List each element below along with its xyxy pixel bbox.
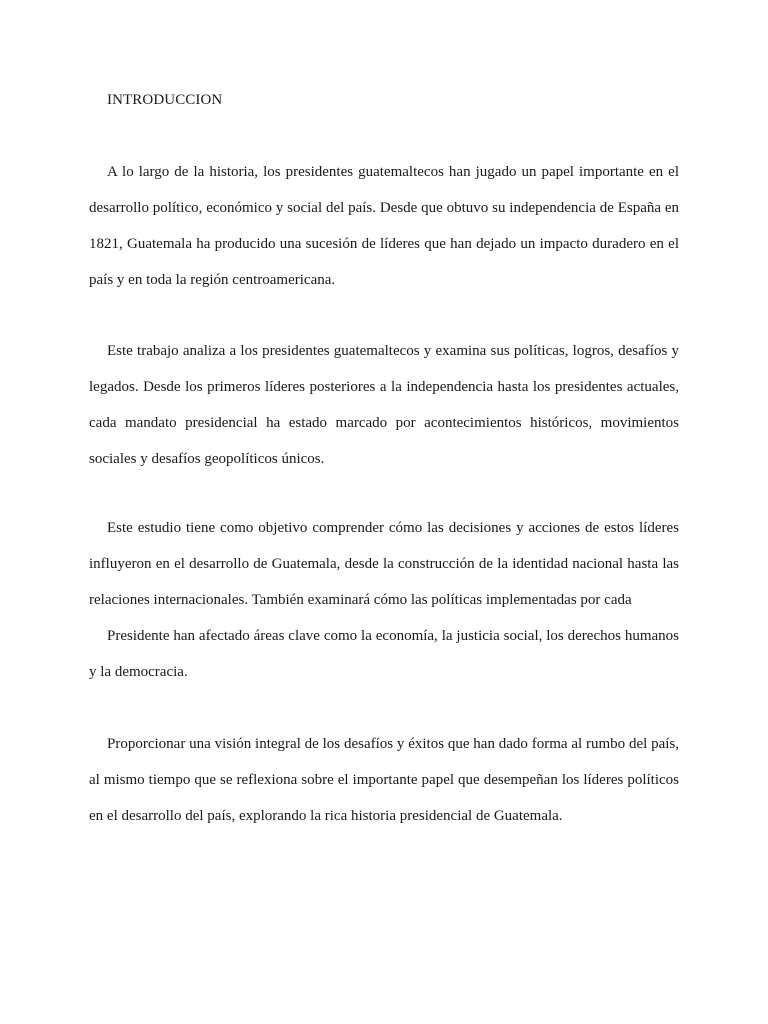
page-title: INTRODUCCION xyxy=(107,92,223,108)
paragraph-analysis: Este trabajo analiza a los presidentes guatemaltecos y examina sus políticas, logros, desafíos y legados. Desde los primeros líderes posteriores a la independencia hasta los presidentes actuales, cada mandato presidencial ha estado marcado por acontecimientos históricos, movimientos sociales y desafíos geopolíticos únicos. xyxy=(89,343,679,467)
paragraph-history: A lo largo de la historia, los presidentes guatemaltecos han jugado un papel importante en el desarrollo político, económico y social del país. Desde que obtuvo su independencia de España en 1821, Guatemala ha producido una sucesión de líderes que han dejado un impacto duradero en el país y en toda la región centroamericana. xyxy=(89,164,679,288)
paragraph-impact: Presidente han afectado áreas clave como la economía, la justicia social, los derechos humanos y la democracia. xyxy=(89,628,679,680)
paragraph-objective: Este estudio tiene como objetivo comprender cómo las decisiones y acciones de estos líderes influyeron en el desarrollo de Guatemala, desde la construcción de la identidad nacional hasta las relaciones internacionales. También examinará cómo las políticas implementadas por cada xyxy=(89,520,679,608)
paragraph-vision: Proporcionar una visión integral de los desafíos y éxitos que han dado forma al rumbo del país, al mismo tiempo que se reflexiona sobre el importante papel que desempeñan los líderes políticos en el desarrollo del país, explorando la rica historia presidencial de Guatemala. xyxy=(89,736,679,824)
